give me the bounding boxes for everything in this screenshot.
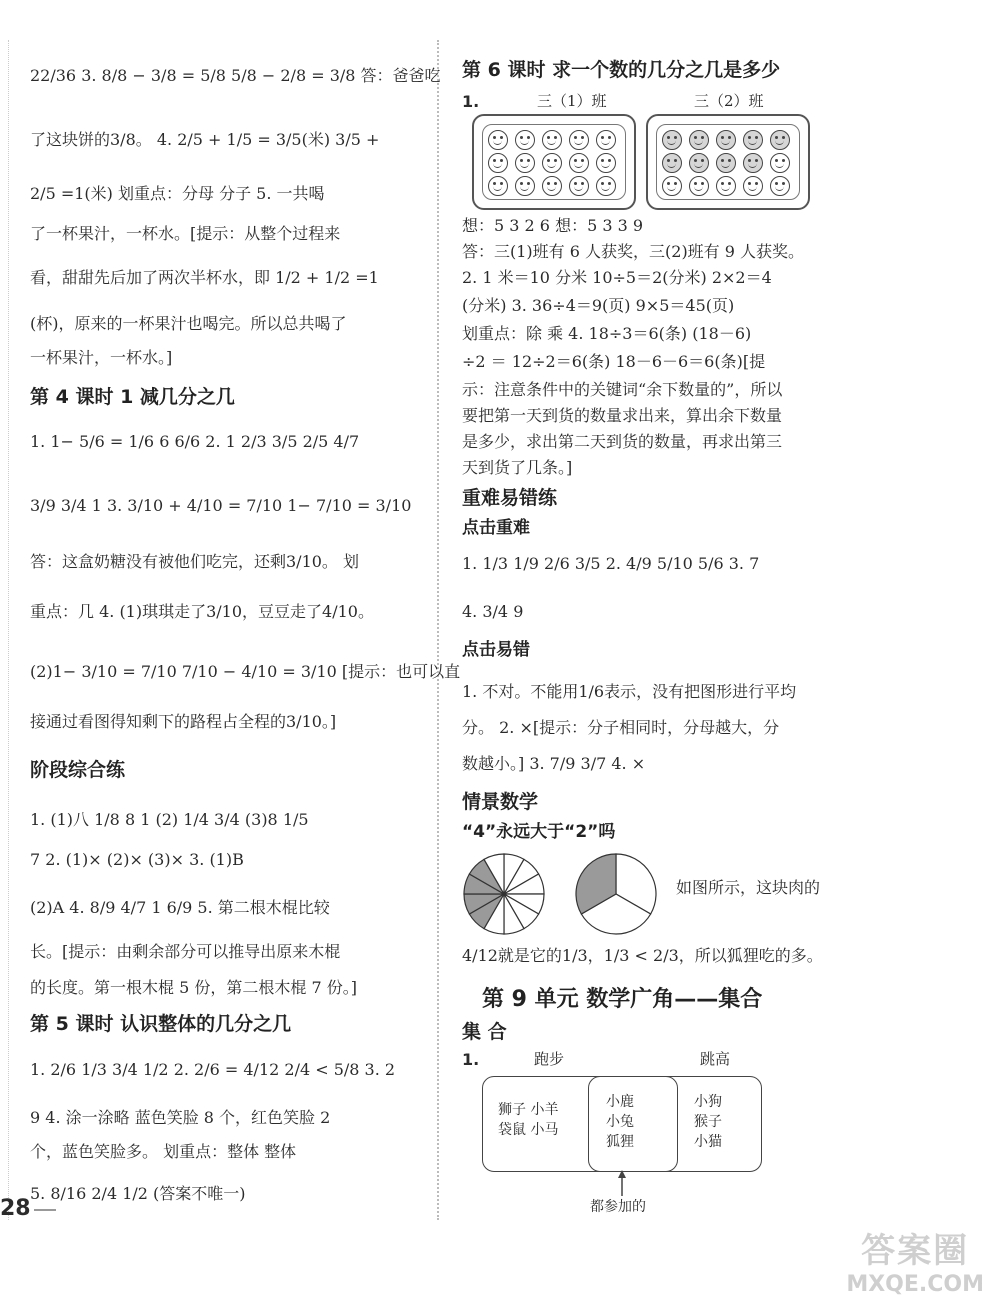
lesson-5-heading: 第 5 课时 认识整体的几分之几 (30, 1013, 292, 1035)
running-only-items (498, 1100, 558, 1140)
answer-line: 1. 1/3 1/9 2/6 3/5 2. 4/9 5/10 5/6 3. 7 (462, 554, 760, 573)
smiley-face-icon (743, 176, 763, 196)
smiley-face-icon (542, 176, 562, 196)
smiley-face-icon (542, 153, 562, 173)
both-items (606, 1092, 634, 1152)
smiley-face-icon (488, 130, 508, 150)
smiley-face-icon (716, 153, 736, 173)
answer-line: 一杯果汁，一杯水。] (30, 348, 173, 367)
answer-line: 想：5 3 2 6 想：5 3 3 9 (462, 216, 644, 235)
answer-line: 划重点：除 乘 4. 18÷3＝6(条) (18－6) (462, 324, 752, 343)
venn-label-running: 跑步 (534, 1050, 565, 1068)
answer-line: ÷2 ＝ 12÷2＝6(条) 18－6－6＝6(条)[提 (462, 352, 766, 371)
answer-line: 2/5 =1(米) 划重点：分母 分子 5. 一共喝 (30, 184, 325, 203)
page-number-rule (34, 1209, 56, 1211)
page-number: 28 (0, 1196, 31, 1221)
answer-line: (2)1− 3/10 = 7/10 7/10 − 4/10 = 3/10 [提示：也可以直 (30, 662, 461, 681)
venn-item: 小鹿 (606, 1094, 634, 1110)
lesson-6-heading: 第 6 课时 求一个数的几分之几是多少 (462, 59, 781, 81)
answer-line: 5. 8/16 2/4 1/2 (答案不唯一) (30, 1184, 246, 1203)
answer-line: 长。[提示：由剩余部分可以推导出原来木棍 (30, 942, 341, 961)
class-1-board (472, 114, 636, 210)
smiley-face-icon (662, 176, 682, 196)
answer-line: 22/36 3. 8/8 − 3/8 = 5/8 5/8 − 2/8 = 3/8 答：爸爸吃 (30, 66, 441, 85)
set-heading: 集 合 (462, 1021, 507, 1043)
scenario-question: “4”永远大于“2”吗 (462, 822, 616, 842)
smiley-face-icon (542, 130, 562, 150)
answer-line: 天到货了几条。] (462, 458, 573, 477)
smiley-face-icon (770, 130, 790, 150)
scenario-math-heading: 情景数学 (462, 791, 539, 813)
answer-line: 了这块饼的3/8。 4. 2/5 + 1/5 = 3/5(米) 3/5 + (30, 130, 380, 149)
watermark-text: 答案圈 (861, 1231, 970, 1271)
answer-line: 了一杯果汁，一杯水。[提示：从整个过程来 (30, 224, 341, 243)
answer-line: (杯)，原来的一杯果汁也喝完。所以总共喝了 (30, 314, 347, 333)
smiley-face-icon (770, 153, 790, 173)
smiley-face-icon (689, 176, 709, 196)
class-1-label: 三（1）班 (537, 92, 607, 110)
smiley-face-icon (770, 176, 790, 196)
answer-line: 看，甜甜先后加了两次半杯水，即 1/2 + 1/2 =1 (30, 268, 379, 287)
venn-item: 狐狸 (606, 1134, 634, 1150)
smiley-face-icon (662, 153, 682, 173)
smiley-face-icon (689, 130, 709, 150)
smiley-face-icon (569, 130, 589, 150)
answer-line: 示：注意条件中的关键词“余下数量的”，所以 (462, 380, 783, 399)
unit-9-heading: 第 9 单元 数学广角——集合 (482, 987, 763, 1012)
answer-line: 答：这盒奶糖没有被他们吃完，还剩3/10。 划 (30, 552, 360, 571)
smiley-face-icon (569, 153, 589, 173)
class-2-label: 三（2）班 (694, 92, 764, 110)
smiley-face-icon (716, 130, 736, 150)
answer-line: 1. 2/6 1/3 3/4 1/2 2. 2/6 = 4/12 2/4 < 5/8 3. 2 (30, 1060, 396, 1079)
answer-line: 是多少，求出第二天到货的数量，再求出第三 (462, 432, 783, 451)
smiley-face-icon (716, 176, 736, 196)
class-2-board (646, 114, 810, 210)
answer-line: (分米) 3. 36÷4＝9(页) 9×5＝45(页) (462, 296, 735, 315)
answer-line: 9 4. 涂一涂略 蓝色笑脸 8 个，红色笑脸 2 (30, 1108, 331, 1127)
venn-item: 小狗 (694, 1094, 722, 1110)
answer-line: 7 2. (1)× (2)× (3)× 3. (1)B (30, 850, 244, 869)
margin-rule (8, 40, 9, 1220)
arrow-up-icon (612, 1168, 632, 1198)
answer-line: 3/9 3/4 1 3. 3/10 + 4/10 = 7/10 1− 7/10 = 3/10 (30, 496, 412, 515)
pie-illustrations (462, 848, 662, 940)
pie-twelve-parts (464, 854, 544, 934)
venn-note: 都参加的 (590, 1199, 646, 1215)
smiley-face-icon (488, 153, 508, 173)
smiley-face-icon (515, 153, 535, 173)
smiley-face-icon (662, 130, 682, 150)
answer-line: 1. 1− 5/6 = 1/6 6 6/6 2. 1 2/3 3/5 2/5 4/7 (30, 432, 360, 451)
smiley-face-icon (689, 153, 709, 173)
smiley-face-icon (515, 130, 535, 150)
watermark-url: MXQE.COM (846, 1272, 984, 1297)
venn-item: 猴子 (694, 1114, 722, 1130)
smiley-face-icon (569, 176, 589, 196)
answer-line: 答：三(1)班有 6 人获奖，三(2)班有 9 人获奖。 (462, 242, 805, 261)
smiley-face-icon (743, 130, 763, 150)
venn-label-jumping: 跳高 (700, 1050, 731, 1068)
jumping-only-items (694, 1092, 722, 1152)
smiley-face-icon (488, 176, 508, 196)
column-divider (437, 40, 439, 1220)
lesson-4-heading: 第 4 课时 1 减几分之几 (30, 386, 235, 408)
answer-line: 1. 不对。不能用1/6表示，没有把图形进行平均 (462, 682, 797, 701)
answer-line: 要把第一天到货的数量求出来，算出余下数量 (462, 406, 783, 425)
answer-line: 2. 1 米＝10 分米 10÷5＝2(分米) 2×2＝4 (462, 268, 772, 287)
answer-line: 4/12就是它的1/3，1/3 < 2/3，所以狐狸吃的多。 (462, 946, 823, 965)
venn-item: 小兔 (606, 1114, 634, 1130)
answer-line: 个，蓝色笑脸多。 划重点：整体 整体 (30, 1142, 297, 1161)
stage-practice-heading: 阶段综合练 (30, 759, 126, 781)
venn-item: 袋鼠 小马 (498, 1122, 559, 1138)
answer-line: 1. (1)八 1/8 8 1 (2) 1/4 3/4 (3)8 1/5 (30, 810, 309, 829)
venn-item: 小猫 (694, 1134, 722, 1150)
answer-line: 数越小。] 3. 7/9 3/7 4. × (462, 754, 646, 773)
smiley-face-icon (596, 130, 616, 150)
answer-line: 分。 2. ×[提示：分子相同时，分母越大，分 (462, 718, 780, 737)
common-mistakes-heading: 点击易错 (462, 640, 530, 660)
smiley-face-icon (515, 176, 535, 196)
watermark-logo (846, 1223, 984, 1297)
answer-line: 接通过看图得知剩下的路程占全程的3/10。] (30, 712, 337, 731)
key-points-heading: 点击重难 (462, 518, 530, 538)
pie-three-parts (576, 854, 656, 934)
answer-line: 4. 3/4 9 (462, 602, 524, 621)
answer-line: 如图所示，这块肉的 (676, 878, 821, 897)
venn-item: 狮子 小羊 (498, 1102, 559, 1118)
smiley-face-icon (743, 153, 763, 173)
question-number: 1. (462, 92, 480, 111)
smiley-face-icon (596, 176, 616, 196)
question-number: 1. (462, 1050, 480, 1069)
answer-line: 重点：几 4. (1)琪琪走了3/10，豆豆走了4/10。 (30, 602, 374, 621)
venn-diagram (482, 1076, 762, 1172)
smiley-face-icon (596, 153, 616, 173)
answer-line: (2)A 4. 8/9 4/7 1 6/9 5. 第二根木棍比较 (30, 898, 330, 917)
difficult-practice-heading: 重难易错练 (462, 487, 558, 509)
answer-line: 的长度。第一根木棍 5 份，第二根木棍 7 份。] (30, 978, 357, 997)
